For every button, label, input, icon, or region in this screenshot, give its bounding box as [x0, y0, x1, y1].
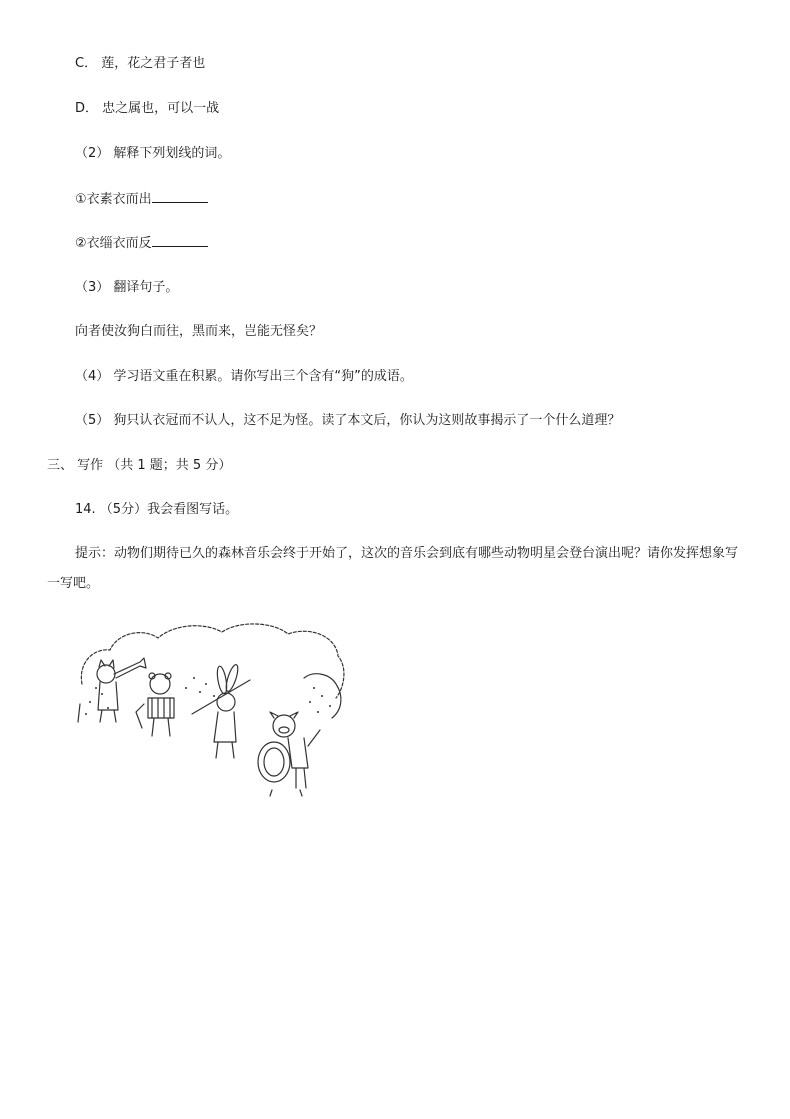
question-2-item-2-text: ②衣缁衣而反: [75, 236, 152, 251]
question-5: （5） 狗只认衣冠而不认人，这不足为怪。读了本文后，你认为这则故事揭示了一个什么道理？: [75, 413, 621, 428]
question-14: 14. （5分）我会看图写话。: [75, 502, 239, 517]
question-2-item-1: [75, 189, 208, 210]
forest-concert-illustration: [74, 618, 350, 800]
question-2-item-1-text: ①衣素衣而出: [75, 192, 152, 207]
option-c: C． 莲，花之君子者也: [75, 56, 206, 71]
question-3: （3） 翻译句子。: [75, 280, 179, 295]
question-4: （4） 学习语文重在积累。请你写出三个含有“狗”的成语。: [75, 369, 413, 384]
question-3-sentence: 向者使汝狗白而往，黑而来，岂能无怪矣？: [75, 324, 323, 339]
section-heading-writing: 三、 写作 （共 1 题；共 5 分）: [47, 458, 232, 473]
option-d: D． 忠之属也，可以一战: [75, 101, 220, 116]
writing-hint: 提示：动物们期待已久的森林音乐会终于开始了，这次的音乐会到底有哪些动物明星会登台演出呢？请你发挥想象写一写吧。: [47, 546, 739, 591]
question-2: （2） 解释下列划线的词。: [75, 146, 231, 161]
question-2-item-2: [75, 233, 208, 254]
answer-blank-1[interactable]: [152, 189, 208, 203]
answer-blank-2[interactable]: [152, 233, 208, 247]
